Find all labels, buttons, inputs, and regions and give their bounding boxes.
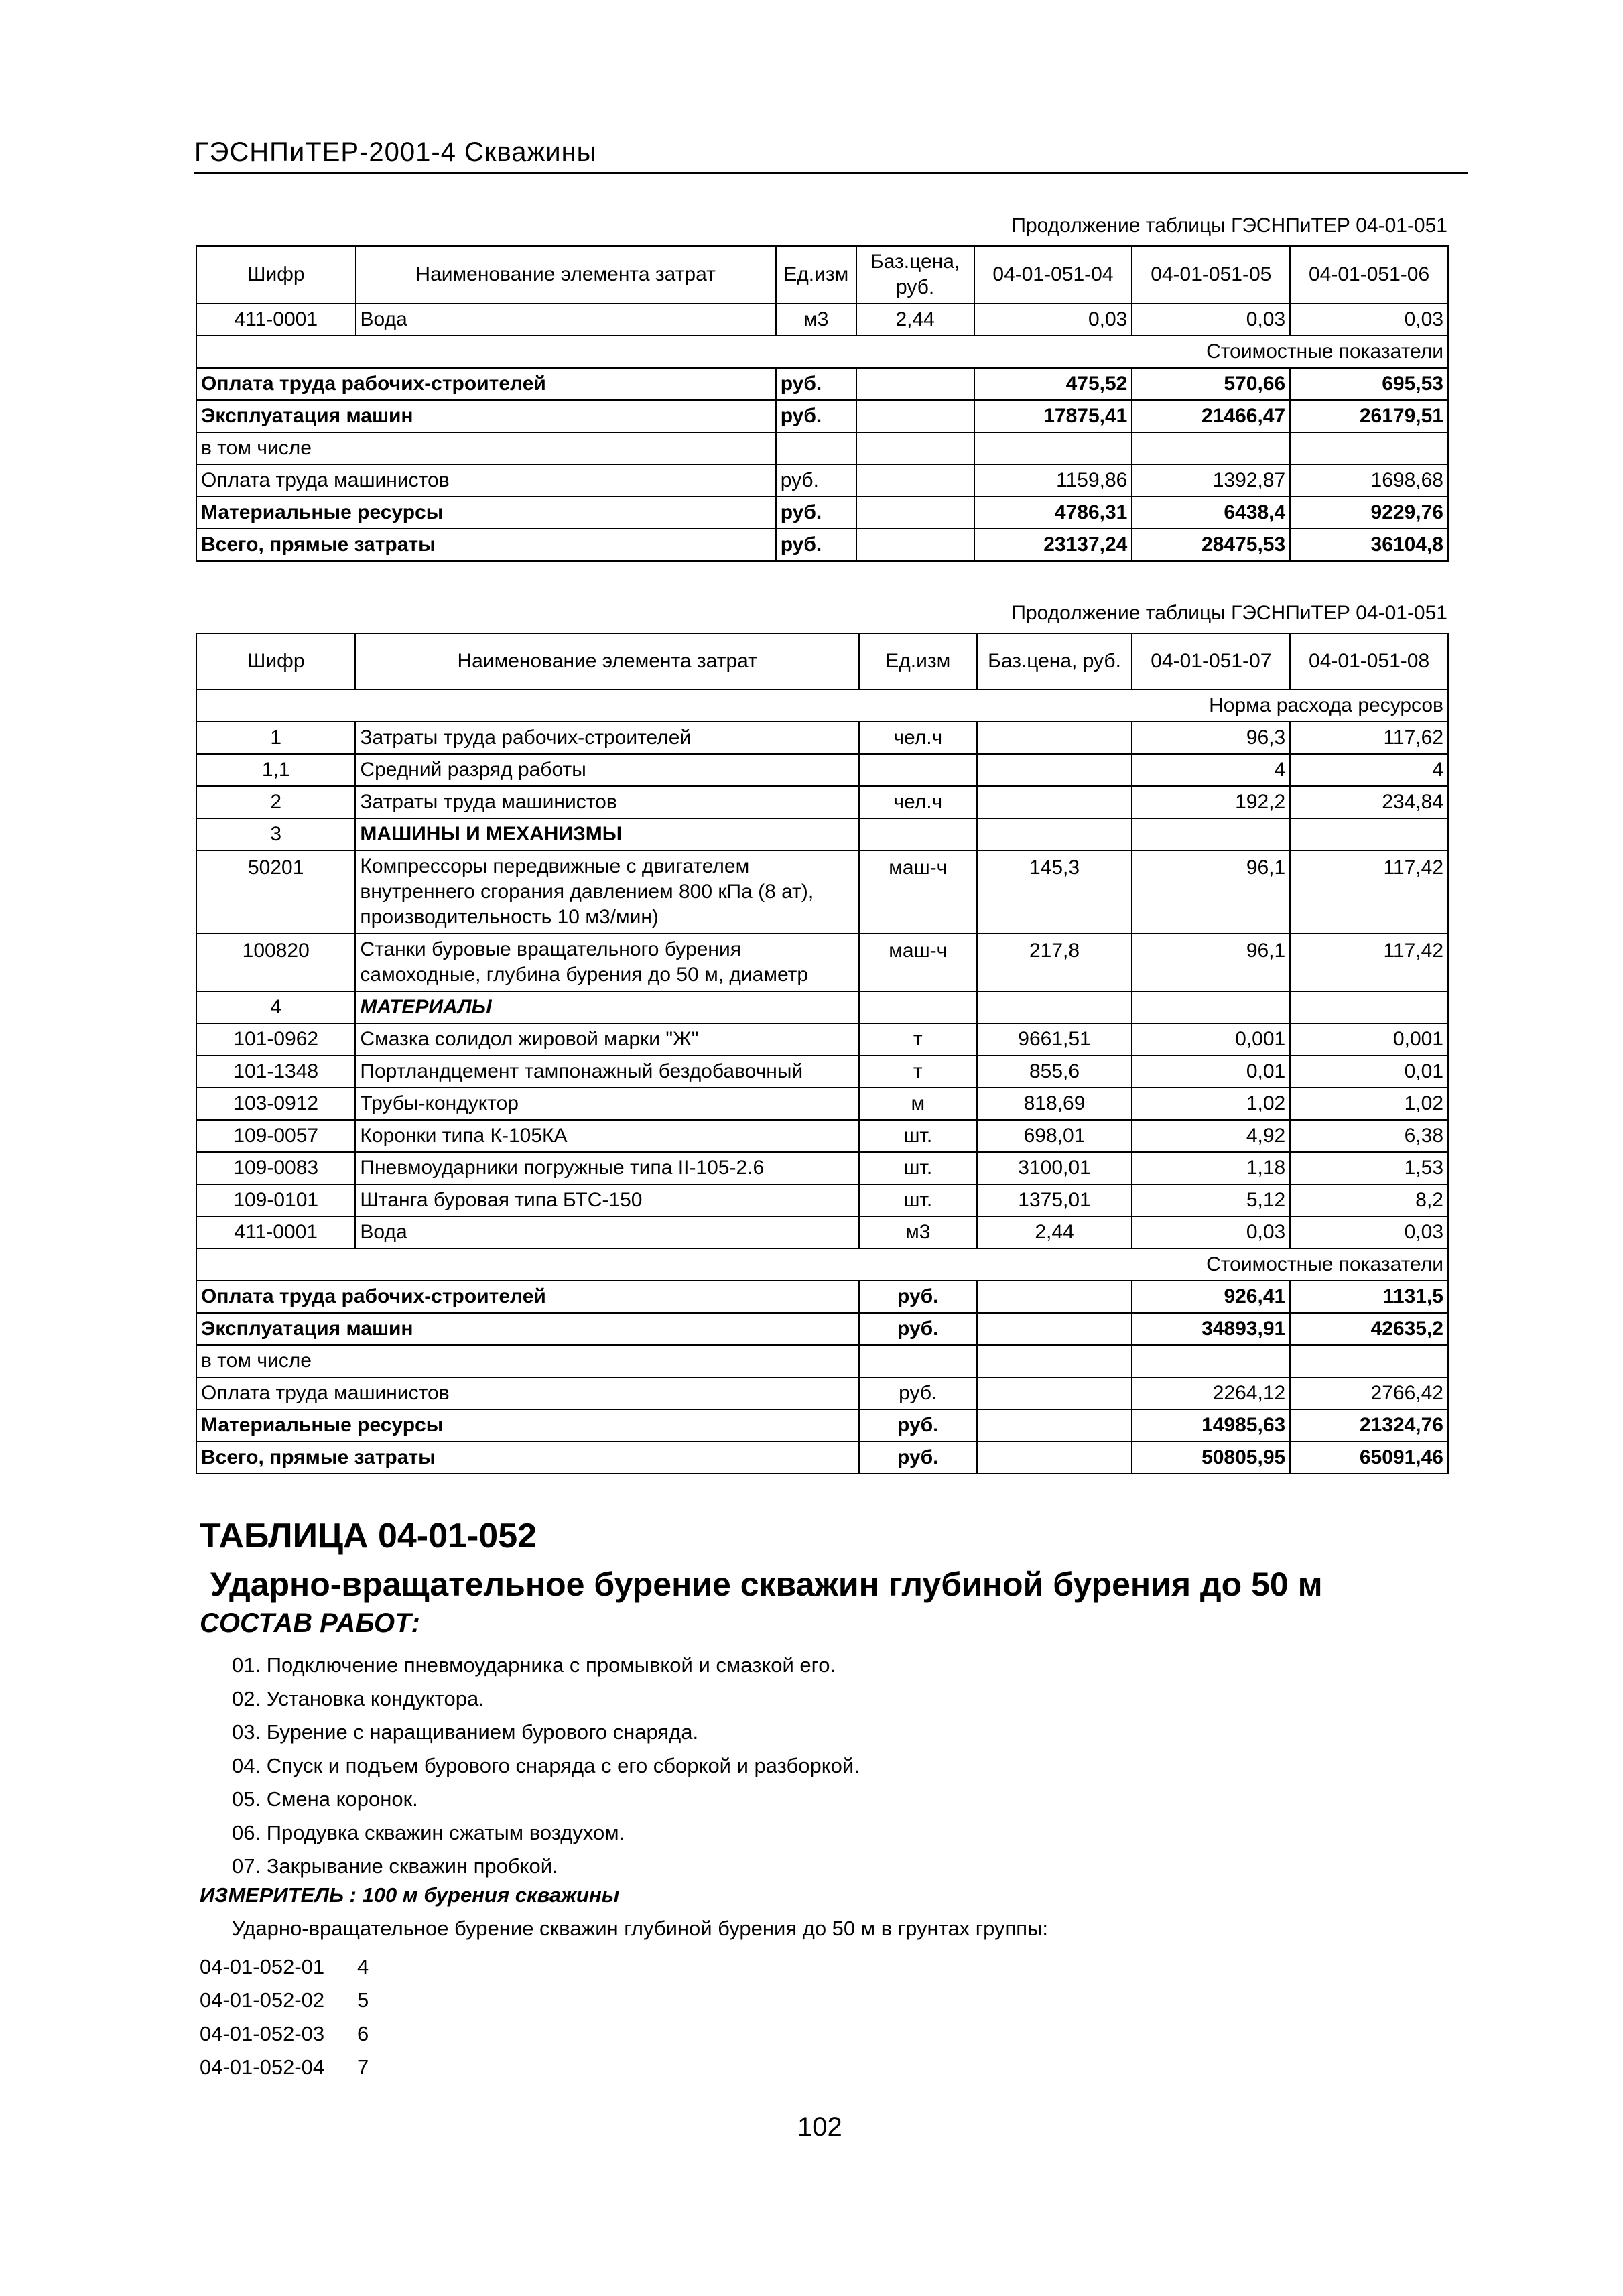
cell-unit: м3	[776, 304, 856, 336]
cell-code: 1,1	[196, 754, 355, 786]
cost-unit: руб.	[859, 1409, 977, 1442]
cost-v2	[1290, 1345, 1448, 1377]
table-row	[196, 850, 1448, 934]
table-row	[196, 1409, 1448, 1442]
table-row	[196, 1056, 1448, 1088]
cost-name: Оплата труда машинистов	[196, 464, 776, 497]
cell-unit: т	[859, 1056, 977, 1088]
cell-unit: чел.ч	[859, 722, 977, 754]
norm-header-row	[196, 690, 1448, 722]
cost-v2: 21324,76	[1290, 1409, 1448, 1442]
table-row	[196, 1120, 1448, 1152]
cell-unit	[859, 754, 977, 786]
cell-unit: м	[859, 1088, 977, 1120]
cell-v1: 96,1	[1132, 850, 1290, 934]
cost-v3: 26179,51	[1290, 400, 1448, 432]
cost-v1	[1132, 1345, 1290, 1377]
cell-name: Смазка солидол жировой марки "Ж"	[355, 1023, 859, 1056]
cost-unit: руб.	[859, 1313, 977, 1345]
cell-price: 3100,01	[977, 1152, 1132, 1184]
cell-v2: 1,02	[1290, 1088, 1448, 1120]
cost-v2: 570,66	[1132, 368, 1290, 400]
table-row	[196, 1313, 1448, 1345]
cell-v2	[1290, 991, 1448, 1023]
cell-price: 698,01	[977, 1120, 1132, 1152]
running-header: ГЭСНПиТЕР-2001-4 Скважины	[194, 137, 1468, 174]
list-item: 04. Спуск и подъем бурового снаряда с его сборкой и разборкой.	[232, 1754, 860, 1777]
cell-name: Штанга буровая типа БТС-150	[355, 1184, 859, 1216]
list-item: 01. Подключение пневмоударника с промывкой и смазкой его.	[232, 1653, 836, 1677]
cell-price: 2,44	[977, 1216, 1132, 1249]
cell-code: 103-0912	[196, 1088, 355, 1120]
cell-v1: 96,3	[1132, 722, 1290, 754]
cell-v2: 4	[1290, 754, 1448, 786]
list-item	[200, 1984, 369, 2017]
cell-name: Пневмоударники погружные типа II-105-2.6	[355, 1152, 859, 1184]
th-unit: Ед.изм	[859, 633, 977, 690]
cell-unit: т	[859, 1023, 977, 1056]
table1	[196, 245, 1449, 562]
table-row	[196, 464, 1448, 497]
cost-v1: 2264,12	[1132, 1377, 1290, 1409]
cell-price	[977, 818, 1132, 850]
cost-v1: 50805,95	[1132, 1442, 1290, 1474]
cost-unit: руб.	[776, 368, 856, 400]
list-item: 06. Продувка скважин сжатым воздухом.	[232, 1821, 625, 1844]
cost-unit	[859, 1345, 977, 1377]
cell-code: 3	[196, 818, 355, 850]
cost-price	[856, 529, 974, 561]
cell-code: 411-0001	[196, 304, 356, 336]
table-row	[196, 1345, 1448, 1377]
th-price: Баз.цена, руб.	[856, 246, 974, 304]
cell-code: 100820	[196, 934, 355, 991]
list-item	[200, 1950, 369, 1984]
th-col2: 04-01-051-05	[1132, 246, 1290, 304]
cell-name: Вода	[356, 304, 776, 336]
cell-v1: 0,03	[1132, 1216, 1290, 1249]
cost-unit: руб.	[776, 497, 856, 529]
cost-v2: 6438,4	[1132, 497, 1290, 529]
cell-code: 109-0083	[196, 1152, 355, 1184]
cell-code: 50201	[196, 850, 355, 934]
table-row	[196, 754, 1448, 786]
cell-v2: 234,84	[1290, 786, 1448, 818]
cell-v2: 0,001	[1290, 1023, 1448, 1056]
th-name: Наименование элемента затрат	[356, 246, 776, 304]
cell-price	[977, 786, 1132, 818]
th-col1: 04-01-051-07	[1132, 633, 1290, 690]
cost-price	[977, 1313, 1132, 1345]
cell-v2: 0,03	[1132, 304, 1290, 336]
codes-list	[200, 1950, 369, 2084]
code: 04-01-052-04	[200, 2055, 325, 2079]
list-item: 02. Установка кондуктора.	[232, 1687, 484, 1710]
table-row	[196, 304, 1448, 336]
th-name: Наименование элемента затрат	[355, 633, 859, 690]
cell-code: 1	[196, 722, 355, 754]
cell-unit: шт.	[859, 1152, 977, 1184]
code: 04-01-052-02	[200, 1988, 325, 2012]
cell-v3: 0,03	[1290, 304, 1448, 336]
cell-name: Затраты труда рабочих-строителей	[355, 722, 859, 754]
cost-v1: 23137,24	[974, 529, 1132, 561]
cost-name: Всего, прямые затраты	[196, 529, 776, 561]
cost-price	[856, 497, 974, 529]
cell-unit: маш-ч	[859, 850, 977, 934]
table-row	[196, 1088, 1448, 1120]
cost-unit: руб.	[859, 1281, 977, 1313]
cell-price: 2,44	[856, 304, 974, 336]
table-row	[196, 1023, 1448, 1056]
cell-v2: 8,2	[1290, 1184, 1448, 1216]
cost-name: Эксплуатация машин	[196, 400, 776, 432]
cell-name: Вода	[355, 1216, 859, 1249]
cell-v2: 117,42	[1290, 934, 1448, 991]
table-row	[196, 818, 1448, 850]
list-item: 07. Закрывание скважин пробкой.	[232, 1854, 558, 1878]
cell-v2	[1290, 818, 1448, 850]
cost-v3	[1290, 432, 1448, 464]
cost-price	[977, 1281, 1132, 1313]
cell-v1: 5,12	[1132, 1184, 1290, 1216]
cost-unit: руб.	[776, 529, 856, 561]
cost-unit	[776, 432, 856, 464]
cell-unit: м3	[859, 1216, 977, 1249]
cell-name: Затраты труда машинистов	[355, 786, 859, 818]
cost-v1: 475,52	[974, 368, 1132, 400]
list-item	[200, 2051, 369, 2084]
cell-name: Трубы-кондуктор	[355, 1088, 859, 1120]
code: 04-01-052-01	[200, 1955, 325, 1978]
cell-code: 4	[196, 991, 355, 1023]
cost-v3: 36104,8	[1290, 529, 1448, 561]
cell-v1: 0,001	[1132, 1023, 1290, 1056]
measure-unit: ИЗМЕРИТЕЛЬ : 100 м бурения скважины	[200, 1883, 620, 1907]
cell-name: Портландцемент тампонажный бездобавочный	[355, 1056, 859, 1088]
list-item: 05. Смена коронок.	[232, 1787, 418, 1811]
cost-name: в том числе	[196, 1345, 859, 1377]
th-price: Баз.цена, руб.	[977, 633, 1132, 690]
cost-name: в том числе	[196, 432, 776, 464]
cell-v2: 0,01	[1290, 1056, 1448, 1088]
section-subtitle: Ударно-вращательное бурение скважин глубиной бурения до 50 м	[210, 1566, 1323, 1603]
cost-header: Стоимостные показатели	[196, 336, 1448, 368]
cell-v1: 4	[1132, 754, 1290, 786]
cell-v1: 1,18	[1132, 1152, 1290, 1184]
cell-v2: 117,42	[1290, 850, 1448, 934]
cell-v1: 192,2	[1132, 786, 1290, 818]
cell-price: 145,3	[977, 850, 1132, 934]
cell-unit: шт.	[859, 1120, 977, 1152]
cost-name: Оплата труда рабочих-строителей	[196, 1281, 859, 1313]
cost-header: Стоимостные показатели	[196, 1249, 1448, 1281]
cost-header-row	[196, 336, 1448, 368]
cell-price	[977, 754, 1132, 786]
cell-code: 101-0962	[196, 1023, 355, 1056]
cost-v1: 17875,41	[974, 400, 1132, 432]
table-row	[196, 368, 1448, 400]
cell-unit: чел.ч	[859, 786, 977, 818]
cost-unit: руб.	[776, 464, 856, 497]
th-col1: 04-01-051-04	[974, 246, 1132, 304]
group: 4	[357, 1955, 369, 1978]
cell-v2: 0,03	[1290, 1216, 1448, 1249]
cell-v1: 4,92	[1132, 1120, 1290, 1152]
cell-v2: 117,62	[1290, 722, 1448, 754]
cost-v2: 42635,2	[1290, 1313, 1448, 1345]
th-col3: 04-01-051-06	[1290, 246, 1448, 304]
cell-code: 101-1348	[196, 1056, 355, 1088]
table-row	[196, 1216, 1448, 1249]
cost-name: Эксплуатация машин	[196, 1313, 859, 1345]
cost-price	[977, 1377, 1132, 1409]
table1-continuation: Продолжение таблицы ГЭСНПиТЕР 04-01-051	[1011, 214, 1447, 237]
cost-v3: 695,53	[1290, 368, 1448, 400]
cost-v1	[974, 432, 1132, 464]
cost-price	[977, 1442, 1132, 1474]
cost-unit: руб.	[859, 1377, 977, 1409]
cost-v2: 21466,47	[1132, 400, 1290, 432]
cell-code: 109-0101	[196, 1184, 355, 1216]
table2	[196, 633, 1449, 1474]
table-row	[196, 529, 1448, 561]
works-list	[232, 1649, 860, 1883]
th-code: Шифр	[196, 246, 356, 304]
th-col2: 04-01-051-08	[1290, 633, 1448, 690]
table-row	[196, 934, 1448, 991]
cost-price	[856, 432, 974, 464]
cost-v1: 14985,63	[1132, 1409, 1290, 1442]
group: 6	[357, 2022, 369, 2045]
works-label: СОСТАВ РАБОТ:	[200, 1608, 420, 1638]
groups-intro: Ударно-вращательное бурение скважин глубиной бурения до 50 м в грунтах группы:	[232, 1917, 1048, 1940]
cost-v2: 65091,46	[1290, 1442, 1448, 1474]
cell-price	[977, 722, 1132, 754]
cell-code: 109-0057	[196, 1120, 355, 1152]
cell-unit: шт.	[859, 1184, 977, 1216]
table-row	[196, 432, 1448, 464]
cell-v1: 0,01	[1132, 1056, 1290, 1088]
table-row	[196, 1377, 1448, 1409]
cell-v1	[1132, 818, 1290, 850]
cost-name: Материальные ресурсы	[196, 497, 776, 529]
table-row	[196, 1152, 1448, 1184]
cost-v1: 1159,86	[974, 464, 1132, 497]
list-item	[200, 2017, 369, 2051]
cost-v2	[1132, 432, 1290, 464]
cell-v2: 6,38	[1290, 1120, 1448, 1152]
cell-price: 1375,01	[977, 1184, 1132, 1216]
cost-header-row	[196, 1249, 1448, 1281]
norm-header: Норма расхода ресурсов	[196, 690, 1448, 722]
cell-v2: 1,53	[1290, 1152, 1448, 1184]
cost-name: Оплата труда рабочих-строителей	[196, 368, 776, 400]
cell-unit	[859, 991, 977, 1023]
th-code: Шифр	[196, 633, 355, 690]
cell-price	[977, 991, 1132, 1023]
cell-unit: маш-ч	[859, 934, 977, 991]
cell-name: Коронки типа К-105КА	[355, 1120, 859, 1152]
cost-v2: 2766,42	[1290, 1377, 1448, 1409]
cell-name: МАШИНЫ И МЕХАНИЗМЫ	[355, 818, 859, 850]
cost-v1: 4786,31	[974, 497, 1132, 529]
group: 5	[357, 1988, 369, 2012]
cell-v1: 1,02	[1132, 1088, 1290, 1120]
cell-v1	[1132, 991, 1290, 1023]
cost-price	[977, 1409, 1132, 1442]
cost-v1: 34893,91	[1132, 1313, 1290, 1345]
cost-v2: 1392,87	[1132, 464, 1290, 497]
cost-v3: 9229,76	[1290, 497, 1448, 529]
cell-code: 2	[196, 786, 355, 818]
cell-name: Станки буровые вращательного бурения самоходные, глубина бурения до 50 м, диаметр	[355, 934, 859, 991]
cell-name: МАТЕРИАЛЫ	[355, 991, 859, 1023]
page-number: 102	[797, 2112, 842, 2142]
cost-name: Всего, прямые затраты	[196, 1442, 859, 1474]
table-row	[196, 1442, 1448, 1474]
table-row	[196, 991, 1448, 1023]
cost-name: Оплата труда машинистов	[196, 1377, 859, 1409]
table2-continuation: Продолжение таблицы ГЭСНПиТЕР 04-01-051	[1011, 602, 1447, 624]
cell-name: Компрессоры передвижные с двигателем внутреннего сгорания давлением 800 кПа (8 ат), производительность 10 м3/мин)	[355, 850, 859, 934]
table-row	[196, 497, 1448, 529]
table-row	[196, 722, 1448, 754]
th-unit: Ед.изм	[776, 246, 856, 304]
cost-name: Материальные ресурсы	[196, 1409, 859, 1442]
table-row	[196, 400, 1448, 432]
cost-price	[856, 400, 974, 432]
table-row	[196, 1184, 1448, 1216]
cost-v2: 28475,53	[1132, 529, 1290, 561]
cost-price	[856, 368, 974, 400]
cost-v2: 1131,5	[1290, 1281, 1448, 1313]
section-title: ТАБЛИЦА 04-01-052	[200, 1517, 537, 1555]
cell-v1: 0,03	[974, 304, 1132, 336]
cell-unit	[859, 818, 977, 850]
table1-header-row	[196, 246, 1448, 304]
cell-price: 818,69	[977, 1088, 1132, 1120]
cell-price: 9661,51	[977, 1023, 1132, 1056]
cell-price: 855,6	[977, 1056, 1132, 1088]
cost-price	[977, 1345, 1132, 1377]
cost-price	[856, 464, 974, 497]
table-row	[196, 786, 1448, 818]
cell-code: 411-0001	[196, 1216, 355, 1249]
cell-price: 217,8	[977, 934, 1132, 991]
cost-unit: руб.	[776, 400, 856, 432]
cost-v1: 926,41	[1132, 1281, 1290, 1313]
cost-unit: руб.	[859, 1442, 977, 1474]
group: 7	[357, 2055, 369, 2079]
cost-v3: 1698,68	[1290, 464, 1448, 497]
table-row	[196, 1281, 1448, 1313]
cell-v1: 96,1	[1132, 934, 1290, 991]
table2-header-row	[196, 633, 1448, 690]
cell-name: Средний разряд работы	[355, 754, 859, 786]
code: 04-01-052-03	[200, 2022, 325, 2045]
list-item: 03. Бурение с наращиванием бурового снаряда.	[232, 1720, 699, 1744]
